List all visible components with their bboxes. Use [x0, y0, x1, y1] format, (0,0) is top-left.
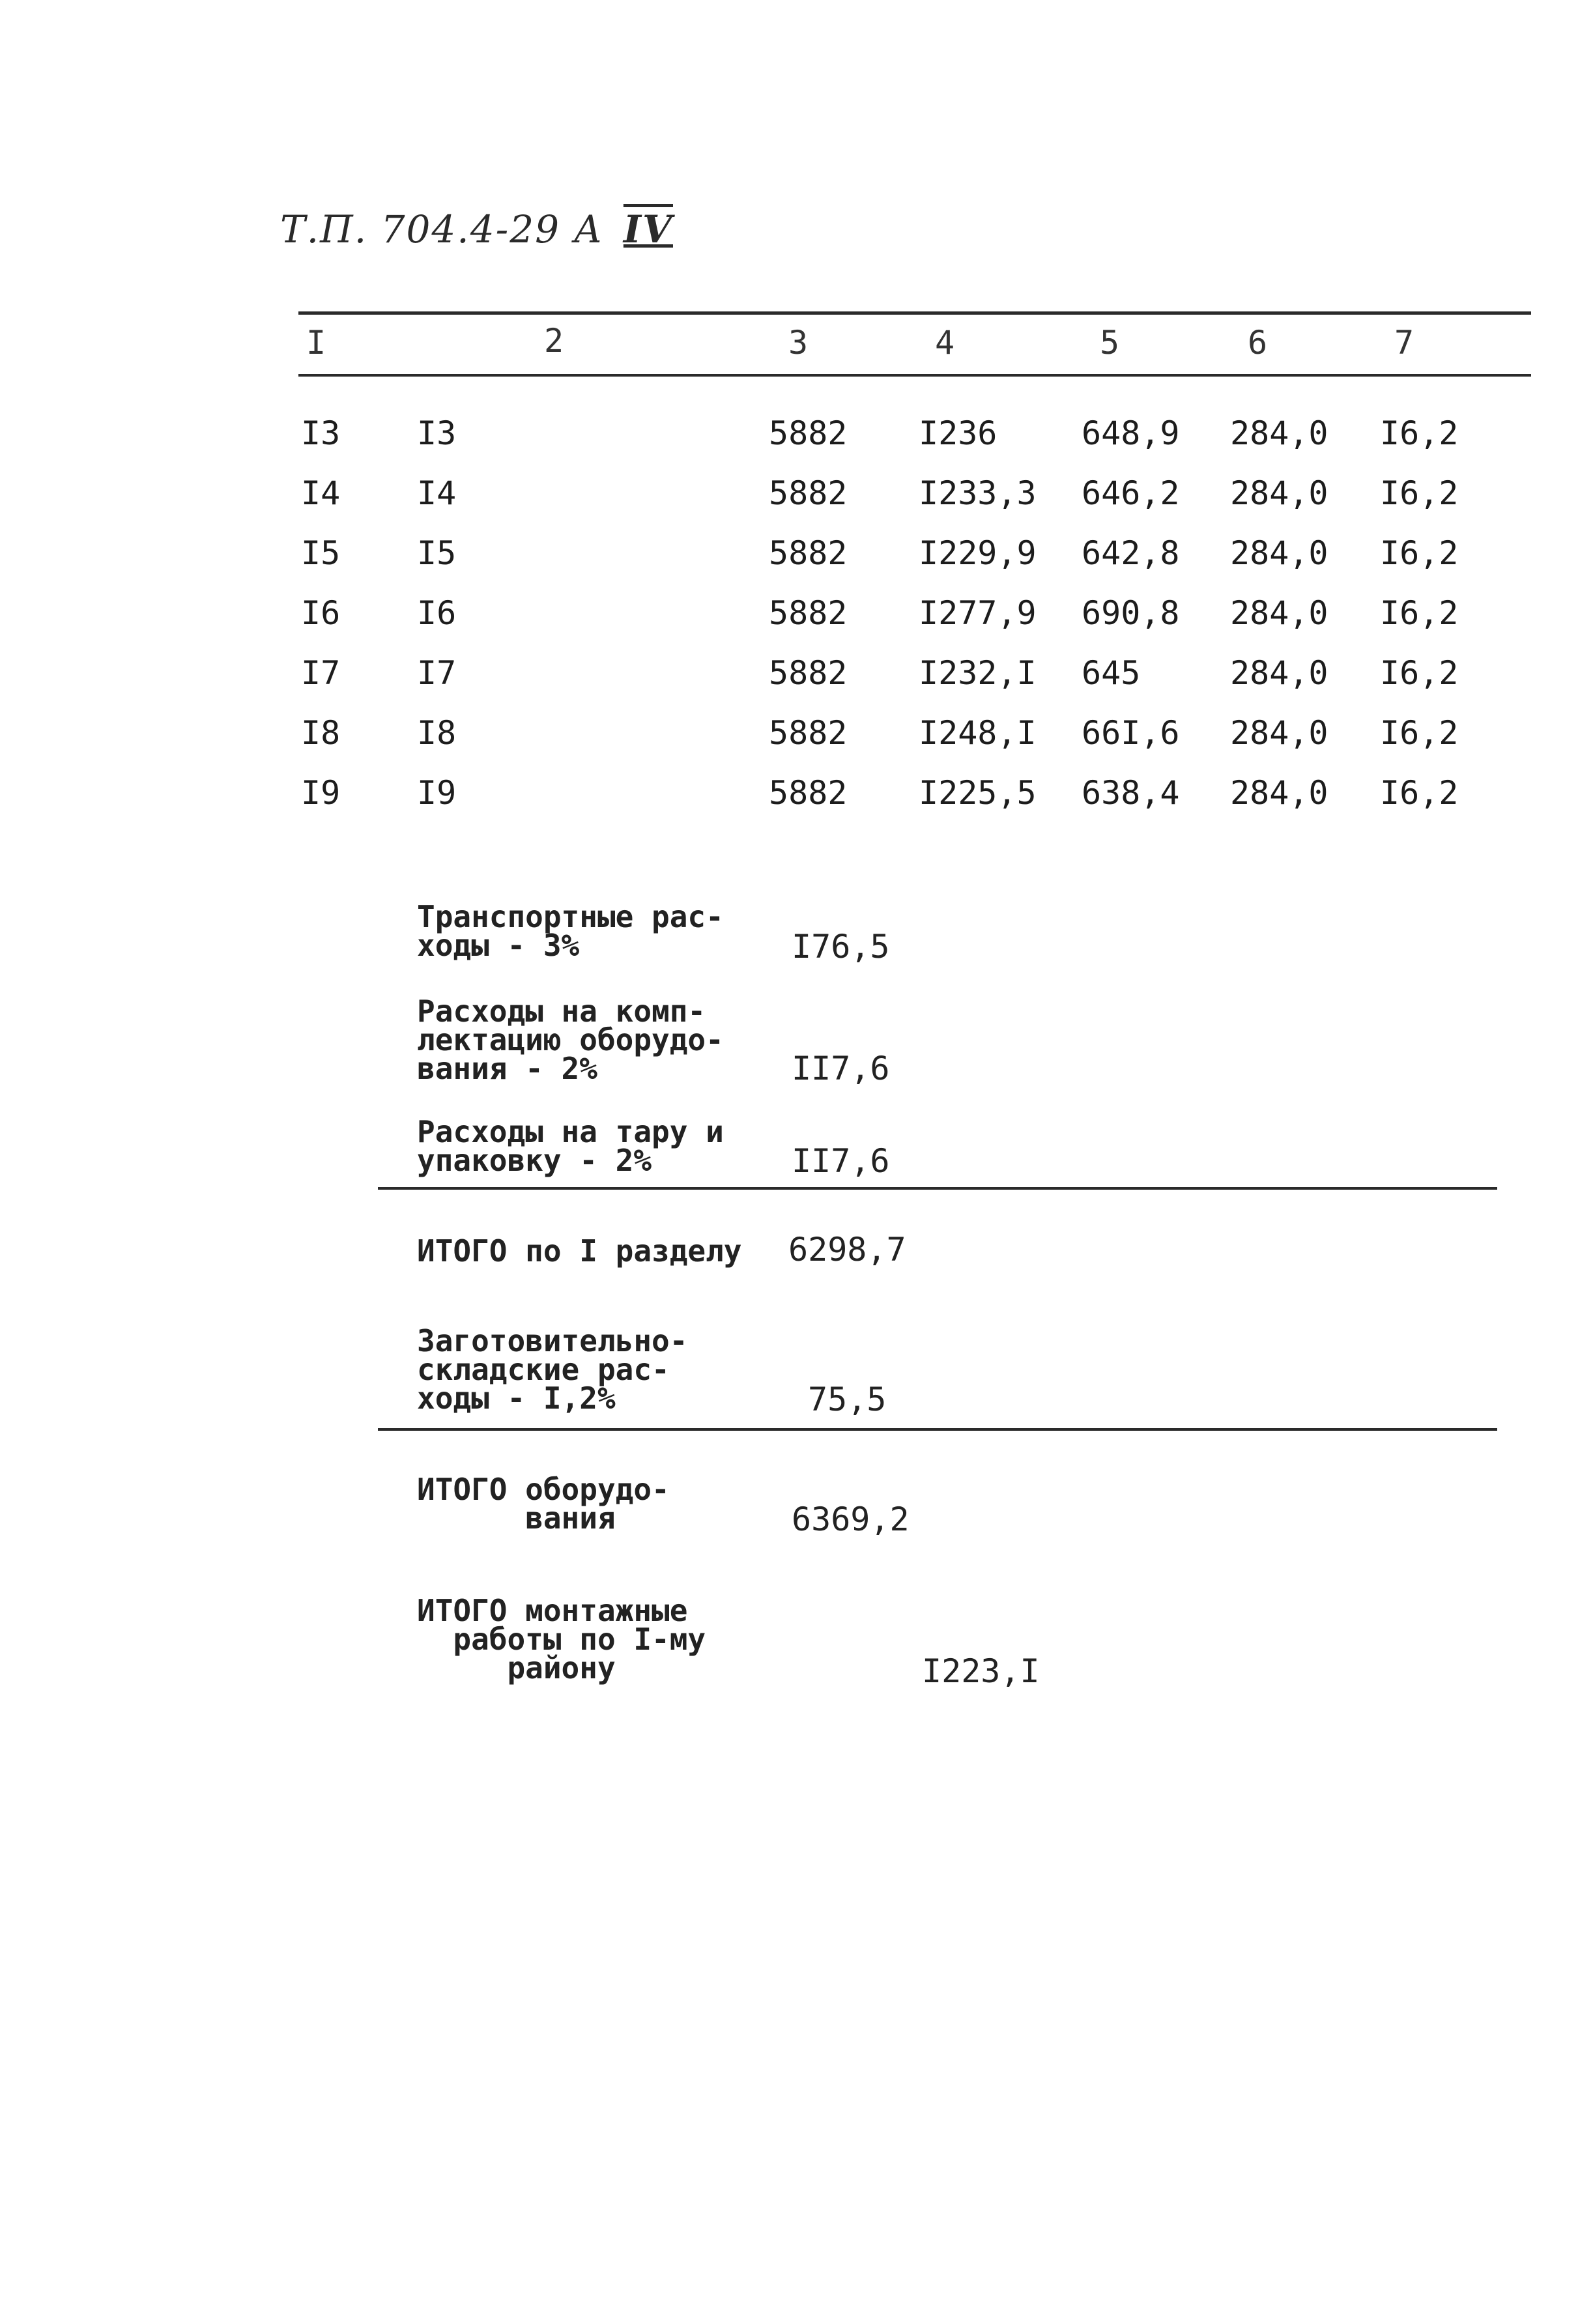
cell-row-3-col-6: 284,0: [1230, 534, 1328, 572]
cell-row-5-col-1: I7: [301, 654, 341, 692]
summary-label-completion: Расходы на комп- лектацию оборудо- вания - 2%: [417, 994, 724, 1086]
cell-row-7-col-5: 638,4: [1082, 774, 1180, 812]
cell-row-4-col-4: I277,9: [919, 594, 1037, 632]
header-col-3: 3: [788, 324, 809, 362]
cell-row-6-col-2: I8: [417, 714, 457, 752]
document-code-text: Т.П. 704.4-29: [280, 207, 561, 251]
cell-row-2-col-6: 284,0: [1230, 474, 1328, 512]
cell-row-5-col-6: 284,0: [1230, 654, 1328, 692]
summary-label-procurement: Заготовительно- складские рас- ходы - I,2%: [417, 1323, 688, 1416]
cell-row-5-col-4: I232,I: [919, 654, 1037, 692]
cell-row-1-col-2: I3: [417, 414, 457, 452]
cell-row-6-col-4: I248,I: [919, 714, 1037, 752]
summary-label-transport: Транспортные рас- ходы - 3%: [417, 899, 724, 963]
table-top-rule: [298, 311, 1531, 315]
table-header-rule: [298, 374, 1531, 377]
cell-row-3-col-3: 5882: [769, 534, 848, 572]
cell-row-4-col-7: I6,2: [1380, 594, 1459, 632]
cell-row-7-col-4: I225,5: [919, 774, 1037, 812]
cell-row-1-col-4: I236: [919, 414, 997, 452]
cell-row-7-col-1: I9: [301, 774, 341, 812]
cell-row-6-col-1: I8: [301, 714, 341, 752]
summary-value-procurement: 75,5: [808, 1381, 887, 1418]
cell-row-5-col-7: I6,2: [1380, 654, 1459, 692]
cell-row-3-col-4: I229,9: [919, 534, 1037, 572]
cell-row-3-col-1: I5: [301, 534, 341, 572]
cell-row-2-col-1: I4: [301, 474, 341, 512]
cell-row-7-col-3: 5882: [769, 774, 848, 812]
cell-row-2-col-3: 5882: [769, 474, 848, 512]
summary-label-equipment-total: ИТОГО оборудо- вания: [417, 1472, 670, 1536]
cell-row-3-col-2: I5: [417, 534, 457, 572]
cell-row-6-col-3: 5882: [769, 714, 848, 752]
cell-row-2-col-7: I6,2: [1380, 474, 1459, 512]
cell-row-4-col-6: 284,0: [1230, 594, 1328, 632]
cell-row-1-col-5: 648,9: [1082, 414, 1180, 452]
summary-label-section-total: ИТОГО по I разделу: [417, 1233, 742, 1269]
cell-row-6-col-7: I6,2: [1380, 714, 1459, 752]
header-col-4: 4: [935, 324, 955, 362]
header-col-2: 2: [544, 322, 564, 360]
summary-rule-2: [378, 1428, 1497, 1431]
cell-row-1-col-1: I3: [301, 414, 341, 452]
cell-row-6-col-6: 284,0: [1230, 714, 1328, 752]
cell-row-2-col-4: I233,3: [919, 474, 1037, 512]
summary-label-packaging: Расходы на тару и упаковку - 2%: [417, 1114, 724, 1178]
cell-row-5-col-3: 5882: [769, 654, 848, 692]
summary-value-equipment-total: 6369,2: [792, 1500, 910, 1538]
header-col-1: I: [306, 324, 326, 362]
cell-row-4-col-2: I6: [417, 594, 457, 632]
document-code: [280, 207, 673, 251]
cell-row-4-col-1: I6: [301, 594, 341, 632]
summary-rule-1: [378, 1187, 1497, 1190]
summary-value-transport: I76,5: [792, 928, 890, 966]
cell-row-2-col-5: 646,2: [1082, 474, 1180, 512]
header-col-7: 7: [1394, 324, 1414, 362]
document-volume: IV: [623, 207, 673, 251]
summary-value-packaging: II7,6: [792, 1142, 890, 1180]
cell-row-1-col-3: 5882: [769, 414, 848, 452]
cell-row-2-col-2: I4: [417, 474, 457, 512]
summary-label-installation-total: ИТОГО монтажные работы по I-му району: [417, 1593, 706, 1686]
cell-row-5-col-5: 645: [1082, 654, 1141, 692]
summary-value-section-total: 6298,7: [788, 1231, 906, 1269]
header-col-6: 6: [1248, 324, 1268, 362]
cell-row-7-col-2: I9: [417, 774, 457, 812]
cell-row-6-col-5: 66I,6: [1082, 714, 1180, 752]
cell-row-7-col-7: I6,2: [1380, 774, 1459, 812]
cell-row-4-col-3: 5882: [769, 594, 848, 632]
summary-value-completion: II7,6: [792, 1050, 890, 1087]
document-album: А: [573, 207, 604, 251]
cell-row-4-col-5: 690,8: [1082, 594, 1180, 632]
summary-value-installation-total: I223,I: [922, 1652, 1040, 1690]
cell-row-1-col-6: 284,0: [1230, 414, 1328, 452]
cell-row-1-col-7: I6,2: [1380, 414, 1459, 452]
cell-row-7-col-6: 284,0: [1230, 774, 1328, 812]
cell-row-3-col-5: 642,8: [1082, 534, 1180, 572]
header-col-5: 5: [1100, 324, 1120, 362]
cell-row-3-col-7: I6,2: [1380, 534, 1459, 572]
cell-row-5-col-2: I7: [417, 654, 457, 692]
